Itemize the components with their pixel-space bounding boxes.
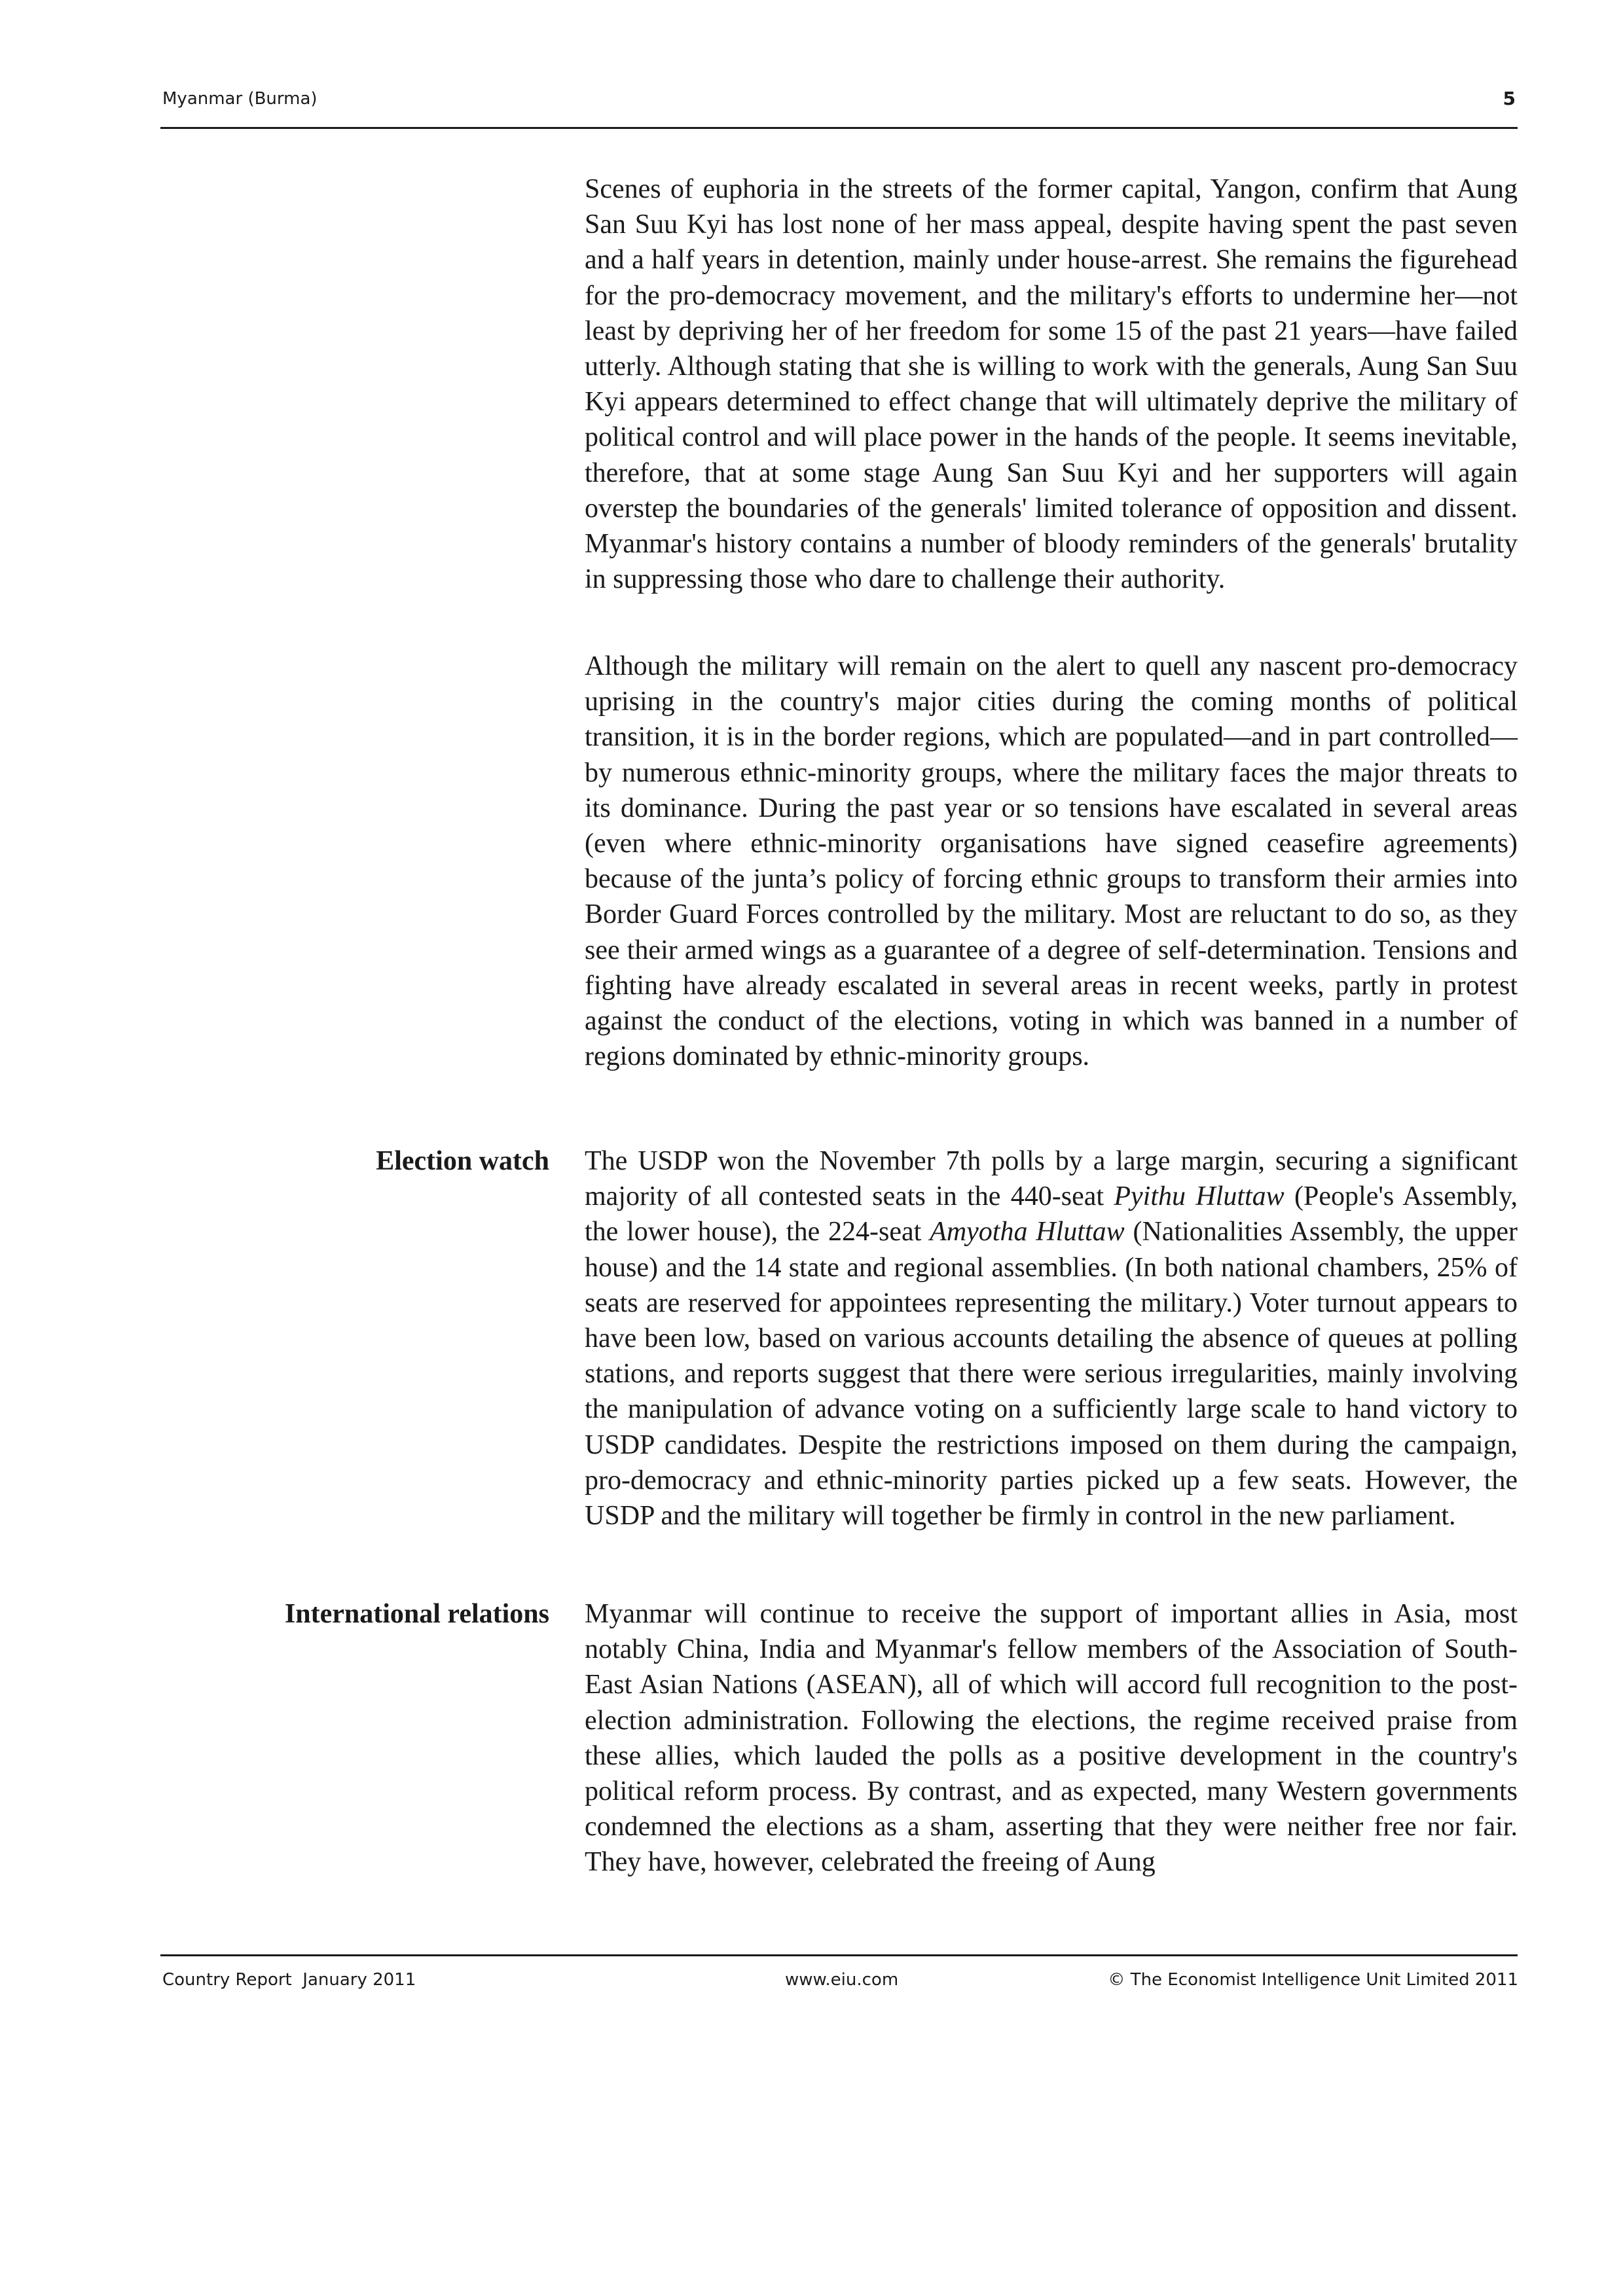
body-paragraph-2: Although the military will remain on the alert to quell any nascent pro-democracy uprising in the country's major cities during the coming months of political transition, it is in the border regions, which are populated—and in part controlled—by numerous ethnic-minority groups, where the military faces the major threats to its dominance. During the past year or so tensions have escalated in several areas (even where ethnic-minority organisations have signed ceasefire agreements) because of the junta’s policy of forcing ethnic groups to transform their armies into Border Guard Forces controlled by the military. Most are reluctant to do so, as they see their armed wings as a guarantee of a degree of self-determination. Tensions and fighting have already escalated in several areas in recent weeks, partly in protest against the conduct of the elections, voting in which was banned in a number of regions dominated by ethnic-minority groups.	[585, 651, 1518, 1072]
amyotha-hluttaw-term: Amyotha Hluttaw	[930, 1217, 1125, 1247]
election-text-b: (People's Assembly, the lower house), the 224-seat	[585, 1181, 1518, 1247]
page-number: 5	[1503, 88, 1516, 109]
page-header	[160, 81, 1518, 128]
footer-report-date: Country Report January 2011	[162, 1970, 416, 1990]
side-heading-international-relations: International relations	[284, 1599, 549, 1629]
side-heading-election-watch: Election watch	[376, 1146, 549, 1176]
body-paragraph-election-watch	[585, 1143, 1518, 1534]
election-text-a: The USDP won the November 7th polls by a large margin, securing a significant majority of all contested seats in the 440-seat	[585, 1146, 1518, 1212]
election-text-c: (Nationalities Assembly, the upper house) and the 14 state and regional assemblies. (In both national chambers, 25% of seats are reserved for appointees representing the military.) Voter turnout appears to have been low, based on various accounts detailing the absence of queues at polling stations, and reports suggest that there were serious irregularities, mainly involving the manipulation of advance voting on a sufficiently large scale to hand victory to USDP candidates. Despite the restrictions imposed on them during the campaign, pro-democracy and ethnic-minority parties picked up a few seats. However, the USDP and the military will together be firmly in control in the new parliament.	[585, 1217, 1518, 1532]
body-paragraph-international-relations: Myanmar will continue to receive the support of important allies in Asia, most notably China, India and Myanmar's fellow members of the Association of South-East Asian Nations (ASEAN), all of which will accord full recognition to the post-election administration. Following the elections, the regime received praise from these allies, which lauded the polls as a positive development in the country's political reform process. By contrast, and as expected, many Western governments condemned the elections as a sham, asserting that they were neither free nor fair. They have, however, celebrated the freeing of Aung	[585, 1599, 1518, 1878]
header-rule	[160, 127, 1518, 129]
header-title: Myanmar (Burma)	[162, 89, 318, 109]
body-paragraph-1: Scenes of euphoria in the streets of the former capital, Yangon, confirm that Aung San Suu Kyi has lost none of her mass appeal, despite having spent the past seven and a half years in detention, mainly under house-arrest. She remains the figurehead for the pro-democracy movement, and the military's efforts to undermine her—not least by depriving her of her freedom for some 15 of the past 21 years—have failed utterly. Although stating that she is willing to work with the generals, Aung San Suu Kyi appears determined to effect change that will ultimately deprive the military of political control and will place power in the hands of the people. It seems inevitable, therefore, that at some stage Aung San Suu Kyi and her supporters will again overstep the boundaries of the generals' limited tolerance of opposition and dissent. Myanmar's history contains a number of bloody reminders of the generals' brutality in suppressing those who dare to challenge their authority.	[585, 174, 1518, 595]
footer-copyright: © The Economist Intelligence Unit Limited 2011	[1108, 1970, 1518, 1990]
footer-rule	[160, 1954, 1518, 1956]
footer-website: www.eiu.com	[785, 1970, 899, 1990]
pyithu-hluttaw-term: Pyithu Hluttaw	[1114, 1181, 1285, 1212]
